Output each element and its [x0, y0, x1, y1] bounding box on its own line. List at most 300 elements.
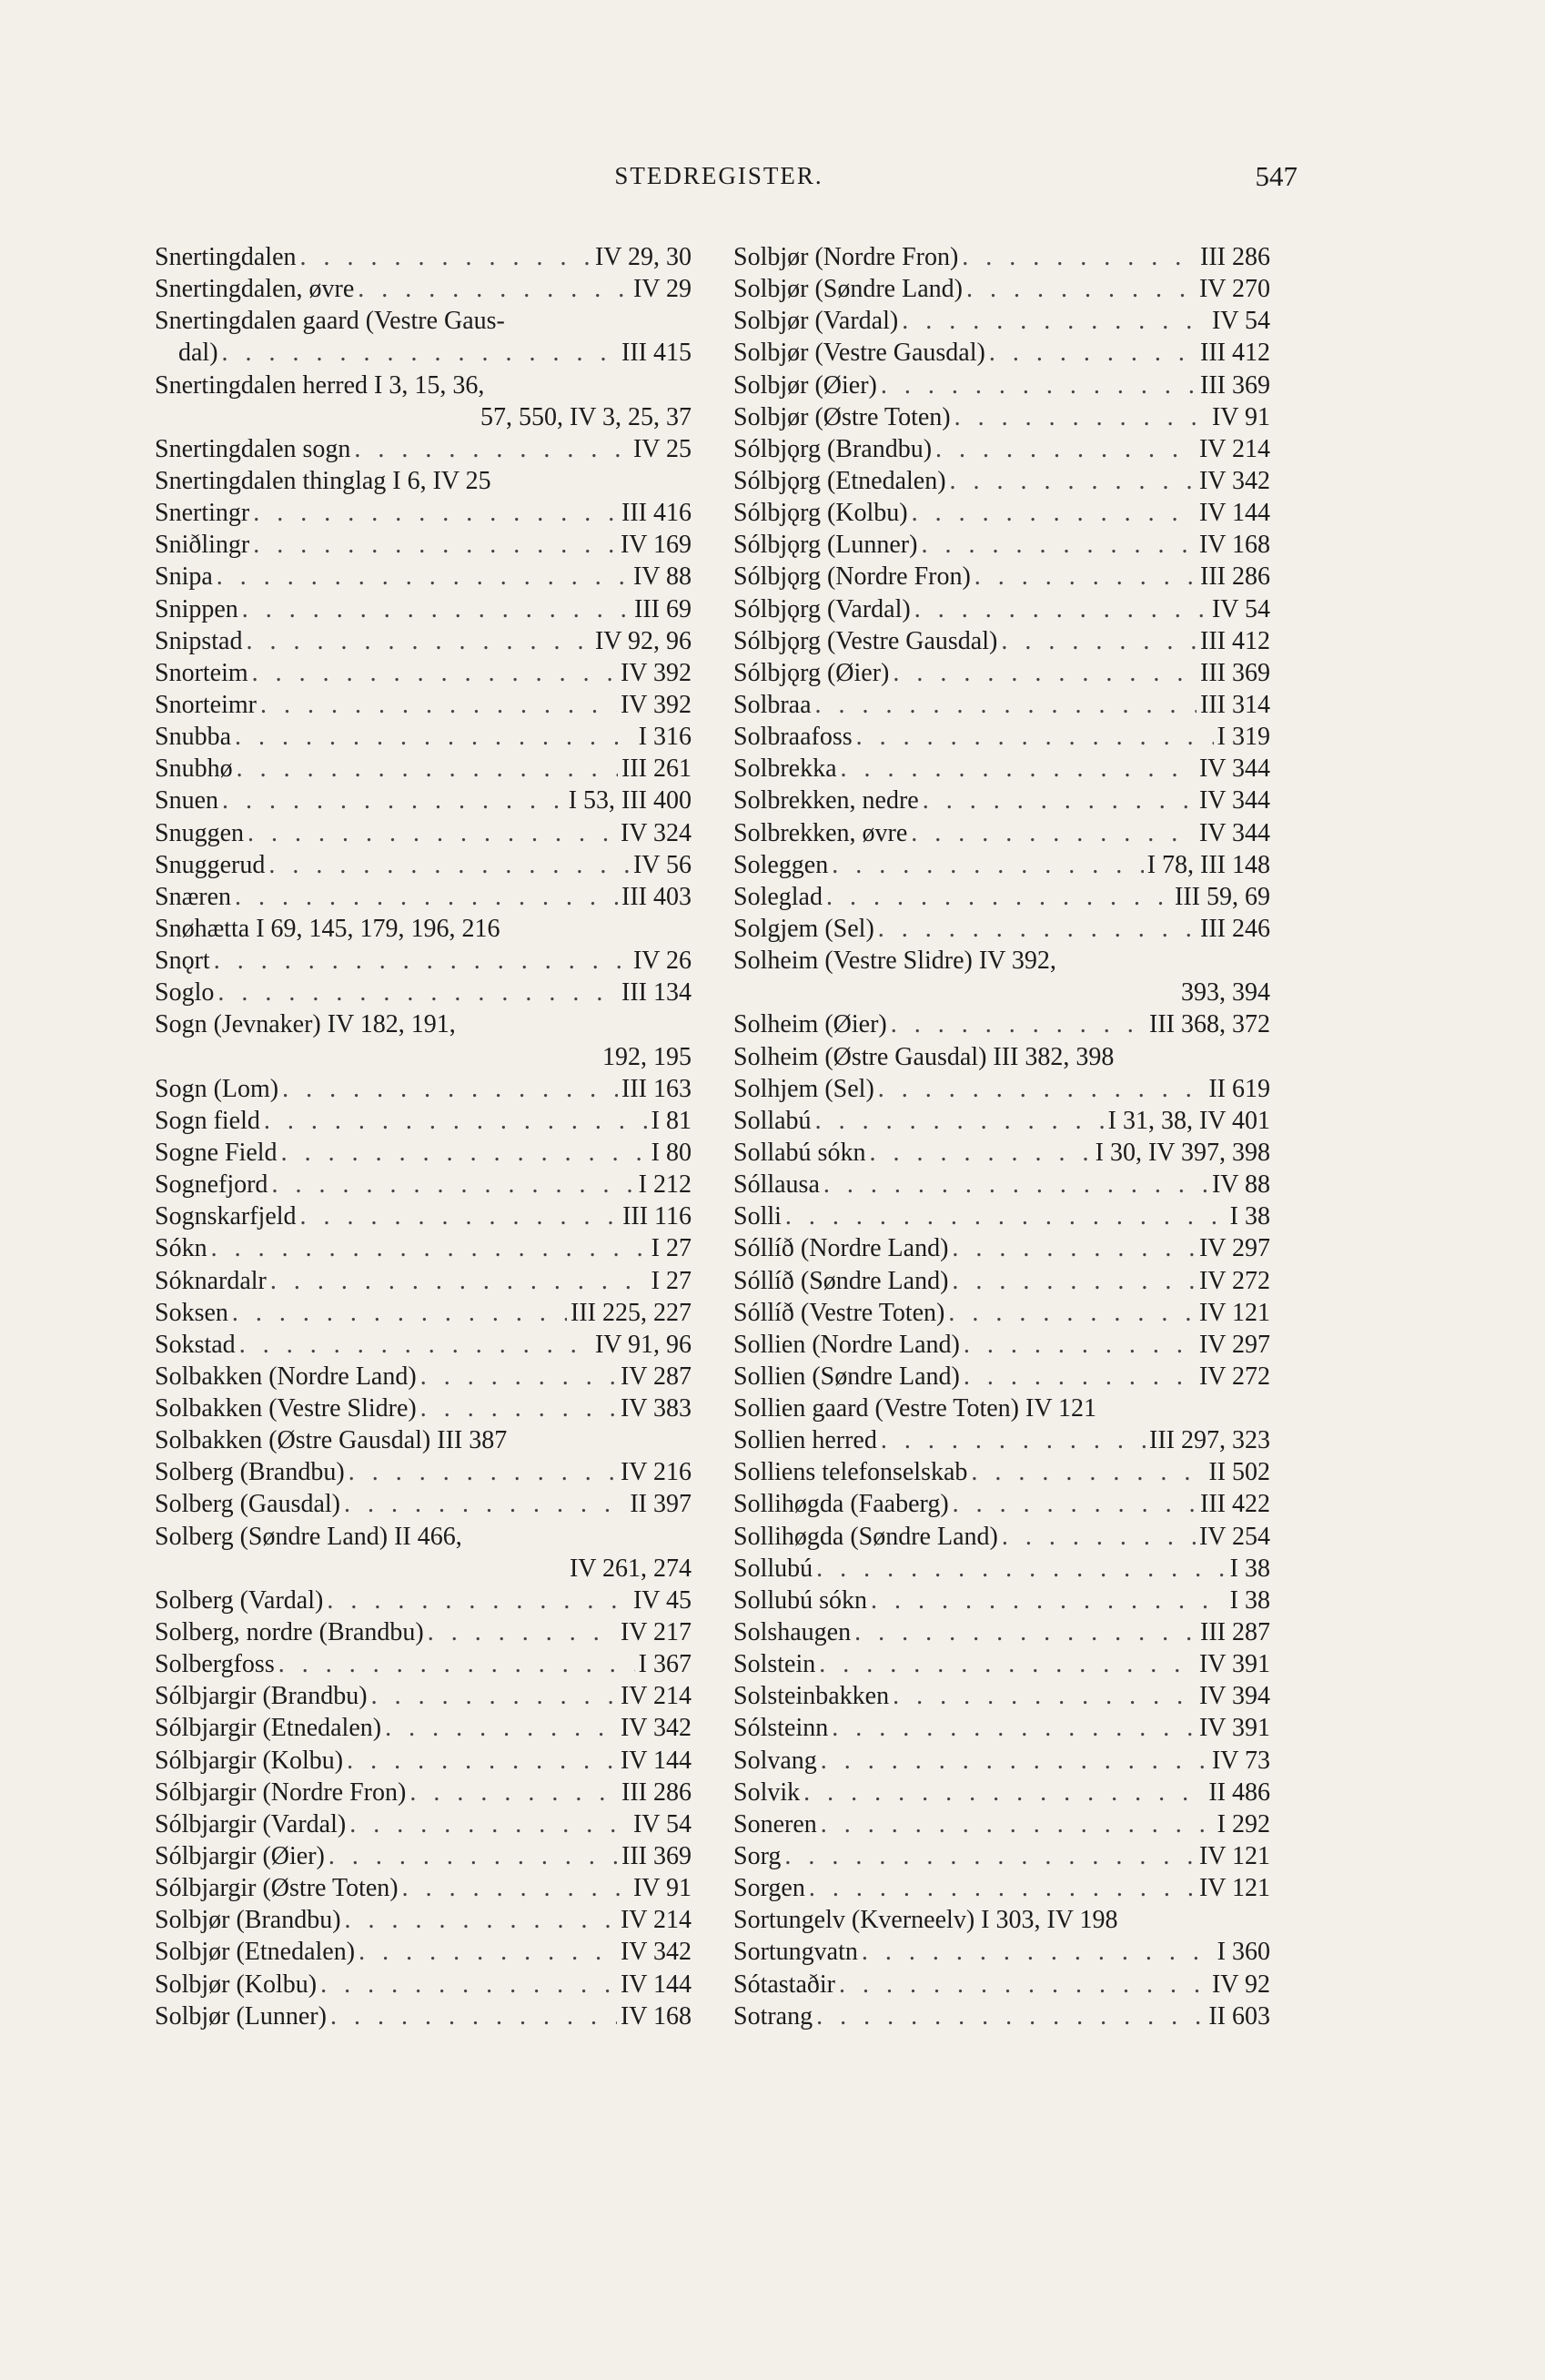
index-reference: IV 344 [1198, 818, 1270, 847]
index-reference: III 287 [1200, 1618, 1270, 1647]
dot-leader [974, 561, 1197, 592]
index-reference: III 369 [1200, 658, 1270, 687]
dot-leader [962, 241, 1197, 273]
index-term: Sollubú sókn [733, 1585, 868, 1615]
dot-leader [252, 657, 617, 689]
dot-leader [914, 593, 1208, 625]
index-reference: IV 144 [620, 1970, 692, 1999]
dot-leader [260, 689, 617, 721]
index-entry [155, 273, 692, 305]
index-entry [155, 1777, 692, 1808]
dot-leader [964, 1329, 1196, 1361]
dot-leader [349, 1808, 630, 1840]
index-term: Solbjør (Brandbu) [155, 1906, 341, 1935]
index-entry [733, 945, 1270, 977]
dot-leader [816, 2000, 1205, 2032]
index-reference: IV 29, 30 [594, 243, 692, 271]
index-term: Solheim (Vestre Slidre) IV 392, [733, 947, 1056, 976]
index-term: Snorteim [155, 658, 248, 687]
index-term: Solbrekka [733, 755, 837, 784]
index-entry [733, 849, 1270, 881]
index-term: Sólbjargir (Vardal) [155, 1809, 347, 1838]
dot-leader [881, 370, 1197, 401]
index-entry [155, 401, 692, 433]
index-term: Soglo [155, 978, 215, 1008]
dot-leader [222, 337, 618, 369]
index-reference: IV 121 [1198, 1842, 1270, 1871]
index-entry [733, 370, 1270, 401]
dot-leader [869, 1137, 1091, 1169]
index-term: Solvang [733, 1746, 817, 1775]
index-reference: I 316 [638, 723, 692, 752]
index-reference: III 261 [621, 755, 692, 784]
dot-leader [819, 1648, 1196, 1680]
index-reference: I 38 [1229, 1202, 1270, 1231]
index-entry [155, 1393, 692, 1424]
index-reference: IV 54 [1211, 307, 1270, 336]
index-term: Sólbjǫrg (Brandbu) [733, 434, 933, 463]
dot-leader [347, 1745, 617, 1777]
index-entry [733, 1105, 1270, 1137]
index-reference: IV 214 [1198, 434, 1270, 463]
dot-leader [854, 1616, 1197, 1648]
dot-leader [345, 1904, 617, 1936]
index-reference: III 286 [621, 1777, 692, 1807]
index-entry [733, 1232, 1270, 1264]
index-term: Sóllíð (Vestre Toten) [733, 1298, 945, 1327]
index-term: Solheim (Øier) [733, 1010, 887, 1039]
index-reference: III 116 [622, 1202, 692, 1231]
index-reference: I 319 [1217, 723, 1270, 752]
index-term: Snertingdalen sogn [155, 434, 351, 463]
dot-leader [935, 433, 1196, 465]
index-entry [155, 1969, 692, 2000]
index-entry [155, 465, 692, 497]
index-term: Sólbjargir (Nordre Fron) [155, 1777, 407, 1807]
index-entry [733, 1712, 1270, 1744]
dot-leader [878, 913, 1197, 945]
index-reference: III 134 [621, 978, 692, 1008]
index-entry [733, 593, 1270, 625]
index-term: Sognskarfjeld [155, 1202, 297, 1231]
index-term: Snertingdalen herred I 3, 15, 36, [155, 370, 485, 400]
index-reference: IV 144 [1198, 499, 1270, 528]
index-reference: IV 392 [620, 658, 692, 687]
index-entry [155, 1169, 692, 1200]
index-entry [733, 1137, 1270, 1169]
dot-leader [902, 305, 1208, 337]
index-entry [733, 1648, 1270, 1680]
index-term: Sóllíð (Søndre Land) [733, 1266, 949, 1295]
index-entry [733, 1585, 1270, 1616]
dot-leader [989, 337, 1197, 369]
index-entry [155, 433, 692, 465]
index-term: Sólbjǫrg (Vardal) [733, 594, 911, 623]
index-entry [733, 337, 1270, 369]
index-reference: IV 168 [1198, 531, 1270, 560]
index-reference: III 225, 227 [571, 1298, 692, 1327]
index-term: Sortungelv (Kverneelv) I 303, IV 198 [733, 1906, 1118, 1935]
index-term: Solhjem (Sel) [733, 1074, 874, 1103]
index-entry [733, 1969, 1270, 2000]
index-entry [155, 1297, 692, 1329]
dot-leader [954, 401, 1208, 433]
dot-leader [253, 529, 617, 561]
dot-leader [966, 273, 1196, 305]
index-entry [733, 753, 1270, 785]
index-reference: I 27 [651, 1234, 692, 1263]
index-entry [155, 1137, 692, 1169]
index-term: Sólbjargir (Kolbu) [155, 1746, 344, 1775]
index-term: Solbergfoss [155, 1650, 275, 1679]
index-entry [733, 1872, 1270, 1904]
index-reference: IV 168 [620, 2001, 692, 2031]
index-entry [733, 1488, 1270, 1520]
dot-leader [878, 1073, 1206, 1105]
index-term: Soneren [733, 1809, 817, 1838]
index-term: Solbjør (Etnedalen) [155, 1938, 356, 1967]
index-entry [733, 1073, 1270, 1105]
index-term: Sólbjargir (Øier) [155, 1842, 325, 1871]
index-reference: IV 169 [620, 531, 692, 560]
index-term: Sollihøgda (Søndre Land) [733, 1522, 998, 1551]
index-reference: III 286 [1200, 562, 1270, 592]
index-term: Sortungvatn [733, 1938, 858, 1967]
index-term: Snæren [155, 882, 231, 911]
dot-leader [881, 1424, 1146, 1456]
index-term: Snuggerud [155, 850, 266, 879]
index-entry [155, 1904, 692, 1936]
index-term: Solbjør (Kolbu) [155, 1970, 318, 1999]
dot-leader [912, 497, 1196, 529]
index-term: Sotrang [733, 2001, 813, 2031]
dot-leader [282, 1073, 618, 1105]
index-entry [155, 1680, 692, 1712]
index-term: Sollabú sókn [733, 1138, 866, 1167]
index-entry [155, 1041, 692, 1073]
dot-leader [320, 1969, 617, 2000]
index-reference: I 53, III 400 [568, 786, 692, 815]
index-reference: III 416 [621, 499, 692, 528]
dot-leader [232, 1297, 567, 1329]
index-term: Sorgen [733, 1874, 805, 1903]
index-reference: IV 391 [1198, 1714, 1270, 1743]
index-reference: IV 88 [632, 562, 692, 592]
index-term: Sólbjǫrg (Nordre Fron) [733, 562, 971, 592]
dot-leader [921, 529, 1196, 561]
index-term: Solberg (Brandbu) [155, 1458, 345, 1487]
index-entry [733, 273, 1270, 305]
index-entry [155, 1840, 692, 1872]
dot-leader [242, 593, 631, 625]
index-term: Snorteimr [155, 690, 257, 719]
index-entry [733, 1936, 1270, 1968]
index-reference: III 369 [621, 1842, 692, 1871]
index-reference: I 360 [1217, 1938, 1270, 1967]
index-entry [733, 1169, 1270, 1200]
dot-leader [409, 1777, 618, 1808]
index-term: Snertingr [155, 499, 250, 528]
index-term: Solstein [733, 1650, 816, 1679]
index-entry [155, 1361, 692, 1393]
index-entry [733, 1616, 1270, 1648]
dot-leader [217, 561, 630, 592]
dot-leader [217, 977, 618, 1008]
index-term: Solbjør (Vestre Gausdal) [733, 339, 985, 368]
dot-leader [893, 657, 1197, 689]
index-reference: III 422 [1200, 1490, 1270, 1519]
index-reference: III 369 [1200, 370, 1270, 400]
index-entry [733, 1840, 1270, 1872]
index-reference: IV 344 [1198, 786, 1270, 815]
index-reference: II 502 [1208, 1458, 1270, 1487]
index-reference: IV 297 [1198, 1330, 1270, 1359]
dot-leader [281, 1137, 648, 1169]
index-term: Snertingdalen thinglag I 6, IV 25 [155, 466, 491, 495]
index-reference: III 314 [1200, 690, 1270, 719]
index-term: Soksen [155, 1298, 228, 1327]
index-entry [733, 1521, 1270, 1553]
dot-leader [871, 1585, 1227, 1616]
index-reference: 192, 195 [602, 1042, 692, 1071]
dot-leader [952, 1265, 1196, 1297]
index-entry [155, 1872, 692, 1904]
index-term: Sókn [155, 1234, 207, 1263]
index-reference: I 212 [638, 1170, 692, 1200]
index-reference: II 486 [1208, 1777, 1270, 1807]
dot-leader [950, 465, 1196, 497]
dot-leader [211, 1232, 648, 1264]
index-reference: IV 342 [620, 1938, 692, 1967]
index-reference: III 403 [621, 882, 692, 911]
index-entry [733, 817, 1270, 849]
index-reference: IV 121 [1198, 1298, 1270, 1327]
dot-leader [344, 1488, 626, 1520]
index-term: Snǫrt [155, 947, 210, 976]
index-entry [733, 241, 1270, 273]
dot-leader [330, 2000, 617, 2032]
index-term: Sollien (Nordre Land) [733, 1330, 960, 1359]
index-reference: III 415 [621, 339, 692, 368]
index-term: Snipstad [155, 626, 243, 655]
dot-leader [784, 1840, 1196, 1872]
dot-leader [300, 241, 591, 273]
dot-leader [971, 1456, 1205, 1488]
index-entry [155, 977, 692, 1008]
index-term: Solbrekken, nedre [733, 786, 919, 815]
index-term: Solliens telefonselskab [733, 1458, 968, 1487]
dot-leader [785, 1200, 1227, 1232]
index-entry [155, 753, 692, 785]
index-entry [733, 2000, 1270, 2032]
index-entry [733, 977, 1270, 1008]
index-reference: II 603 [1208, 2001, 1270, 2031]
index-entry [155, 1808, 692, 1840]
page-number: 547 [1255, 160, 1298, 192]
index-entry [155, 881, 692, 913]
index-term: Solbraa [733, 690, 812, 719]
index-reference: IV 73 [1211, 1746, 1270, 1775]
index-term: Sogn (Jevnaker) IV 182, 191, [155, 1010, 456, 1039]
index-reference: IV 217 [620, 1618, 692, 1647]
index-term: Sótastaðir [733, 1970, 835, 1999]
index-entry [155, 1488, 692, 1520]
index-term: Snertingdalen [155, 243, 297, 271]
index-reference: IV 216 [620, 1458, 692, 1487]
dot-leader [809, 1872, 1196, 1904]
dot-leader [815, 689, 1197, 721]
index-reference: III 297, 323 [1149, 1426, 1270, 1455]
index-entry [733, 1008, 1270, 1040]
index-term: Snippen [155, 594, 238, 623]
index-entry [155, 561, 692, 592]
dot-leader [823, 1169, 1208, 1200]
index-entry [733, 1904, 1270, 1936]
index-term: Snubba [155, 723, 231, 752]
index-term: Snipa [155, 562, 213, 592]
index-entry [733, 433, 1270, 465]
dot-leader [821, 1808, 1214, 1840]
dot-leader [832, 1712, 1196, 1744]
index-entry [155, 849, 692, 881]
dot-leader [1002, 1521, 1196, 1553]
dot-leader [821, 1745, 1208, 1777]
index-reference: I 31, 38, IV 401 [1107, 1106, 1270, 1135]
index-reference: I 78, III 148 [1146, 850, 1270, 879]
index-entry [155, 1521, 692, 1553]
dot-leader [420, 1393, 617, 1424]
index-term: Solberg (Gausdal) [155, 1490, 340, 1519]
index-entry [155, 1105, 692, 1137]
index-term: Solbjør (Lunner) [155, 2001, 327, 2031]
index-term: Sogne Field [155, 1138, 278, 1167]
index-term: Sokstad [155, 1330, 236, 1359]
index-reference: III 163 [621, 1074, 692, 1103]
index-term: Sogn field [155, 1106, 260, 1135]
index-reference: IV 383 [620, 1394, 692, 1423]
index-reference: IV 391 [1198, 1650, 1270, 1679]
index-reference: I 80 [651, 1138, 692, 1167]
dot-leader [856, 721, 1214, 753]
index-entry [155, 1232, 692, 1264]
index-reference: IV 392 [620, 690, 692, 719]
index-entry [733, 1777, 1270, 1808]
index-entry [155, 1585, 692, 1616]
index-reference: I 367 [638, 1650, 692, 1679]
dot-leader [964, 1361, 1196, 1393]
index-entry [155, 1616, 692, 1648]
dot-leader [923, 785, 1196, 816]
index-entry [733, 497, 1270, 529]
dot-leader [402, 1872, 630, 1904]
index-reference: IV 272 [1198, 1362, 1270, 1391]
index-term: Solberg (Søndre Land) II 466, [155, 1522, 462, 1551]
index-reference: 393, 394 [1181, 978, 1270, 1008]
index-term: Sólsteinn [733, 1714, 829, 1743]
dot-leader [952, 1232, 1196, 1264]
dot-leader [235, 881, 618, 913]
running-title: STEDREGISTER. [614, 162, 823, 189]
dot-leader [235, 721, 635, 753]
dot-leader [246, 625, 591, 657]
index-term: Solbjør (Nordre Fron) [733, 243, 959, 271]
index-term: Solvik [733, 1777, 801, 1807]
index-term: Solbraafoss [733, 723, 853, 752]
index-term: Sólbjargir (Etnedalen) [155, 1714, 382, 1743]
index-term: Snubhø [155, 755, 233, 784]
index-entry [155, 1073, 692, 1105]
index-entry [733, 785, 1270, 816]
index-reference: IV 144 [620, 1746, 692, 1775]
index-term: Solheim (Østre Gausdal) III 382, 398 [733, 1042, 1115, 1071]
index-reference: IV 287 [620, 1362, 692, 1391]
dot-leader [803, 1777, 1205, 1808]
index-reference: IV 342 [1198, 466, 1270, 495]
page-header [155, 160, 1298, 198]
index-entry [155, 785, 692, 816]
dot-leader [815, 1105, 1105, 1137]
index-term: Sóllausa [733, 1170, 820, 1200]
index-term: Solbakken (Nordre Land) [155, 1362, 417, 1391]
dot-leader [271, 1169, 634, 1200]
index-term: Sollien gaard (Vestre Toten) IV 121 [733, 1394, 1097, 1423]
index-reference: IV 91, 96 [594, 1330, 692, 1359]
index-entry [155, 241, 692, 273]
index-entry [733, 1297, 1270, 1329]
index-entry [155, 1712, 692, 1744]
index-entry [733, 1745, 1270, 1777]
index-entry [733, 1361, 1270, 1393]
index-term: Solli [733, 1202, 782, 1231]
dot-leader [911, 817, 1196, 849]
index-entry [155, 657, 692, 689]
index-entry [733, 1680, 1270, 1712]
index-reference: III 69 [634, 594, 692, 623]
index-term: Snuen [155, 786, 218, 815]
dot-leader [385, 1712, 617, 1744]
index-reference: IV 54 [1211, 594, 1270, 623]
index-entry [155, 1648, 692, 1680]
index-entry [155, 1424, 692, 1456]
index-entry [733, 1424, 1270, 1456]
index-term: Solbjør (Østre Toten) [733, 402, 951, 431]
index-reference: IV 45 [632, 1585, 692, 1615]
index-term: Solbjør (Øier) [733, 370, 877, 400]
index-entry [733, 529, 1270, 561]
index-entry [155, 305, 692, 337]
index-reference: IV 254 [1198, 1522, 1270, 1551]
index-term: Sogn (Lom) [155, 1074, 279, 1103]
index-entry [155, 337, 692, 369]
index-reference: IV 92, 96 [594, 626, 692, 655]
index-term: dal) [178, 339, 218, 368]
index-reference: IV 88 [1211, 1170, 1270, 1200]
index-term: Sollien (Søndre Land) [733, 1362, 960, 1391]
index-reference: II 397 [630, 1490, 692, 1519]
index-term: Sólbjargir (Brandbu) [155, 1682, 368, 1711]
index-reference: III 368, 372 [1149, 1010, 1270, 1039]
dot-leader [862, 1936, 1214, 1968]
index-term: Sólbjǫrg (Vestre Gausdal) [733, 626, 998, 655]
index-term: Solgjem (Sel) [733, 914, 874, 943]
dot-leader [428, 1616, 617, 1648]
index-entry [733, 465, 1270, 497]
index-reference: IV 342 [620, 1714, 692, 1743]
index-reference: IV 26 [632, 947, 692, 976]
index-term: Sollihøgda (Faaberg) [733, 1490, 949, 1519]
dot-leader [893, 1680, 1196, 1712]
index-term: Solshaugen [733, 1618, 852, 1647]
